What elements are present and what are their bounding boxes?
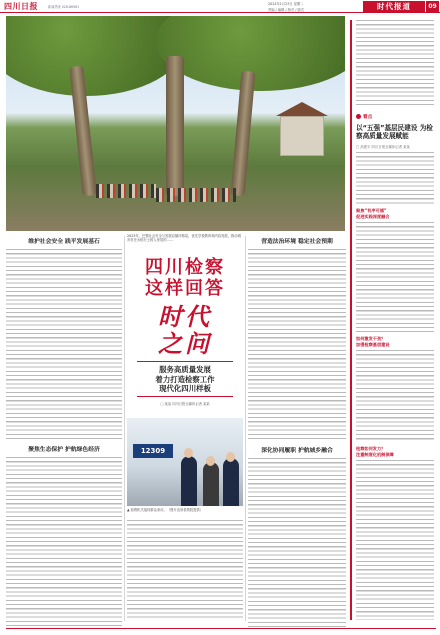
feature-big-line: 时代 — [158, 302, 212, 331]
hero-photo — [6, 16, 345, 231]
tree-trunk — [166, 56, 184, 196]
text-block — [356, 20, 434, 108]
text-block — [127, 520, 243, 620]
hotline-sign: 12309 — [133, 444, 173, 458]
feature-big-line: 之问 — [158, 329, 212, 358]
crowd — [156, 188, 236, 202]
feature-subtitle-line: 现代化四川样板 — [159, 384, 211, 393]
feature-subtitle-line: 服务高质量发展 — [159, 365, 211, 374]
section-tag: 时代报道 — [363, 1, 425, 12]
person — [181, 456, 197, 506]
mid-right-headline: 营造法治环境 稳定社会预期 — [261, 239, 333, 245]
left-headline: 维护社会安全 践平发展基石 — [28, 239, 100, 245]
house — [280, 116, 324, 156]
feature-title-line: 这样回答 — [145, 278, 225, 299]
left-headline-2: 聚焦生态保护 护航绿色经济 — [28, 447, 100, 453]
right-subhead: 注重制度化机制保障 — [356, 452, 394, 457]
center-photo-caption: ▲ 检察机关接待群众来访。（图片由省检察院提供） — [127, 508, 204, 512]
mid-left-column — [127, 234, 243, 243]
right-headline: 以“五强”基层民建设 为检察高质量发展赋能 — [356, 124, 433, 141]
right-subhead: 聚焦“有序可循” — [356, 208, 387, 213]
issue-date: 2024年1月23日 星期二 — [268, 2, 304, 6]
house-roof — [276, 102, 328, 116]
right-subhead: 促进实践深度融合 — [356, 214, 390, 219]
right-column — [350, 16, 436, 626]
feature-byline: □ 某某 四川日报全媒体记者 某某 — [160, 402, 210, 406]
dot-icon — [356, 114, 361, 119]
text-block — [6, 249, 122, 439]
feature-rule — [137, 396, 233, 397]
right-author: □ 高建平 四川日报全媒体记者 某某 — [356, 145, 410, 149]
feature-subtitle-line: 着力打造检察工作 — [155, 374, 215, 384]
center-photo — [127, 418, 243, 506]
issue-editors: 责编 / 编辑 / 校对 / 版式 — [268, 7, 304, 12]
text-block — [356, 460, 434, 620]
text-block — [356, 152, 434, 204]
person — [223, 458, 239, 506]
text-block — [6, 457, 122, 629]
column-divider — [245, 236, 246, 621]
footer-rule — [6, 628, 436, 629]
person-head — [184, 448, 193, 458]
column-divider — [124, 236, 125, 621]
photo-caption: 2023年，巴蜀社会安全与发展双循环格局，优先学校教育和内容发展，推动城市村庄水稻行土树人家居的…… — [127, 234, 241, 243]
right-subhead: 加强检察基层建设 — [356, 342, 390, 347]
person-head — [226, 452, 235, 462]
text-block — [248, 249, 346, 441]
crowd — [96, 184, 156, 198]
right-subhead: 如何激发干劲？ — [356, 336, 386, 341]
feature-title-line: 四川检察 — [145, 257, 225, 278]
mid-right-headline-2: 深化协同履职 护航城乡融合 — [261, 448, 333, 454]
right-subhead: 检察如何发力？ — [356, 446, 386, 451]
person — [203, 462, 219, 506]
masthead — [0, 0, 440, 13]
kicker-label: 看点 — [363, 115, 373, 120]
person-head — [206, 456, 215, 466]
feature-big-title — [127, 303, 243, 357]
page-number: 09 — [425, 1, 439, 12]
accent-bar — [350, 20, 352, 620]
feature-rule — [137, 361, 233, 362]
left-column — [6, 234, 122, 629]
tree-trunk — [231, 71, 256, 197]
newspaper-logo: 四川日报 — [4, 1, 38, 11]
text-block — [356, 222, 434, 332]
hotline-text: 新闻热线 028-86961 — [48, 5, 80, 9]
feature-title — [127, 257, 243, 299]
text-block — [248, 458, 346, 630]
feature-block — [127, 255, 243, 417]
feature-subtitle — [127, 365, 243, 394]
mid-right-column — [248, 234, 346, 630]
text-block — [356, 350, 434, 442]
kicker — [356, 114, 372, 120]
